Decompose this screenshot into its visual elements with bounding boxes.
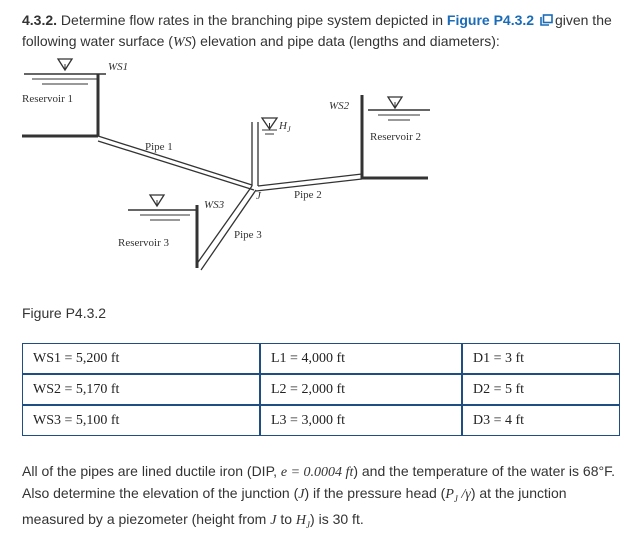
roughness-value: e = 0.0004 ft — [280, 465, 354, 480]
table-row — [22, 343, 620, 374]
label-pipe-3: Pipe 3 — [234, 229, 262, 241]
label-ws3: WS3 — [204, 199, 225, 211]
closing-statement — [22, 461, 622, 535]
figure-link[interactable]: Figure P4.3.2 — [446, 12, 535, 28]
table-cell: D1 = 3 ft — [462, 343, 620, 374]
junction-ref: J — [298, 487, 305, 502]
reservoir-1 — [22, 74, 106, 136]
label-reservoir-2: Reservoir 2 — [370, 131, 422, 143]
table-cell: WS3 = 5,100 ft — [22, 405, 260, 436]
label-junction: J — [256, 190, 261, 202]
water-surface-symbol-3 — [150, 195, 164, 206]
table-cell: WS2 = 5,170 ft — [22, 374, 260, 405]
hj-ref: $H_J$ — [295, 512, 311, 530]
water-surface-symbol-1 — [58, 59, 72, 70]
ws-abbr: WS — [172, 35, 192, 50]
label-pipe-1: Pipe 1 — [145, 141, 173, 153]
pipe-1 — [98, 136, 254, 190]
table-cell: L3 = 3,000 ft — [260, 405, 462, 436]
table-cell: L1 = 4,000 ft — [260, 343, 462, 374]
label-ws1: WS1 — [108, 61, 129, 73]
table-cell: D3 = 4 ft — [462, 405, 620, 436]
problem-text-a: Determine flow rates in the branching pipe system depicted in — [57, 12, 447, 28]
table-cell: D2 = 5 ft — [462, 374, 620, 405]
closing-text-1: All of the pipes are lined ductile iron (DIP, — [22, 463, 281, 479]
piezometer — [252, 118, 277, 186]
label-pipe-2: Pipe 2 — [294, 189, 322, 201]
problem-text-c: ) elevation and pipe data (lengths and diameters): — [191, 33, 500, 49]
table-cell: WS1 = 5,200 ft — [22, 343, 260, 374]
pressure-head: $P_J$ /γ — [445, 487, 471, 504]
table-cell: L2 = 2,000 ft — [260, 374, 462, 405]
label-ws2: WS2 — [329, 100, 350, 112]
data-table — [22, 343, 620, 436]
label-hj: $H_J$ — [279, 120, 291, 134]
water-surface-symbol-2 — [388, 97, 402, 108]
problem-number: 4.3.2. — [22, 12, 58, 28]
closing-text-5: to — [276, 510, 296, 527]
label-reservoir-1: Reservoir 1 — [22, 93, 74, 105]
label-reservoir-3: Reservoir 3 — [118, 237, 170, 249]
table-row — [22, 374, 620, 405]
problem-text-b: given the following water surface ( — [22, 12, 612, 49]
closing-text-2: ) and the temperature of the water is 68°F. Also determine the elevation of the junction ( — [22, 463, 615, 501]
junction-ref-2: J — [270, 512, 277, 528]
closing-text-4: ) at the junction measured by a piezometer (height from — [22, 485, 567, 527]
table-row — [22, 405, 620, 436]
figure-caption: Figure P4.3.2 — [22, 305, 107, 321]
closing-text-6: ) is 30 ft. — [310, 510, 364, 527]
closing-text-3: ) if the pressure head ( — [304, 485, 446, 501]
